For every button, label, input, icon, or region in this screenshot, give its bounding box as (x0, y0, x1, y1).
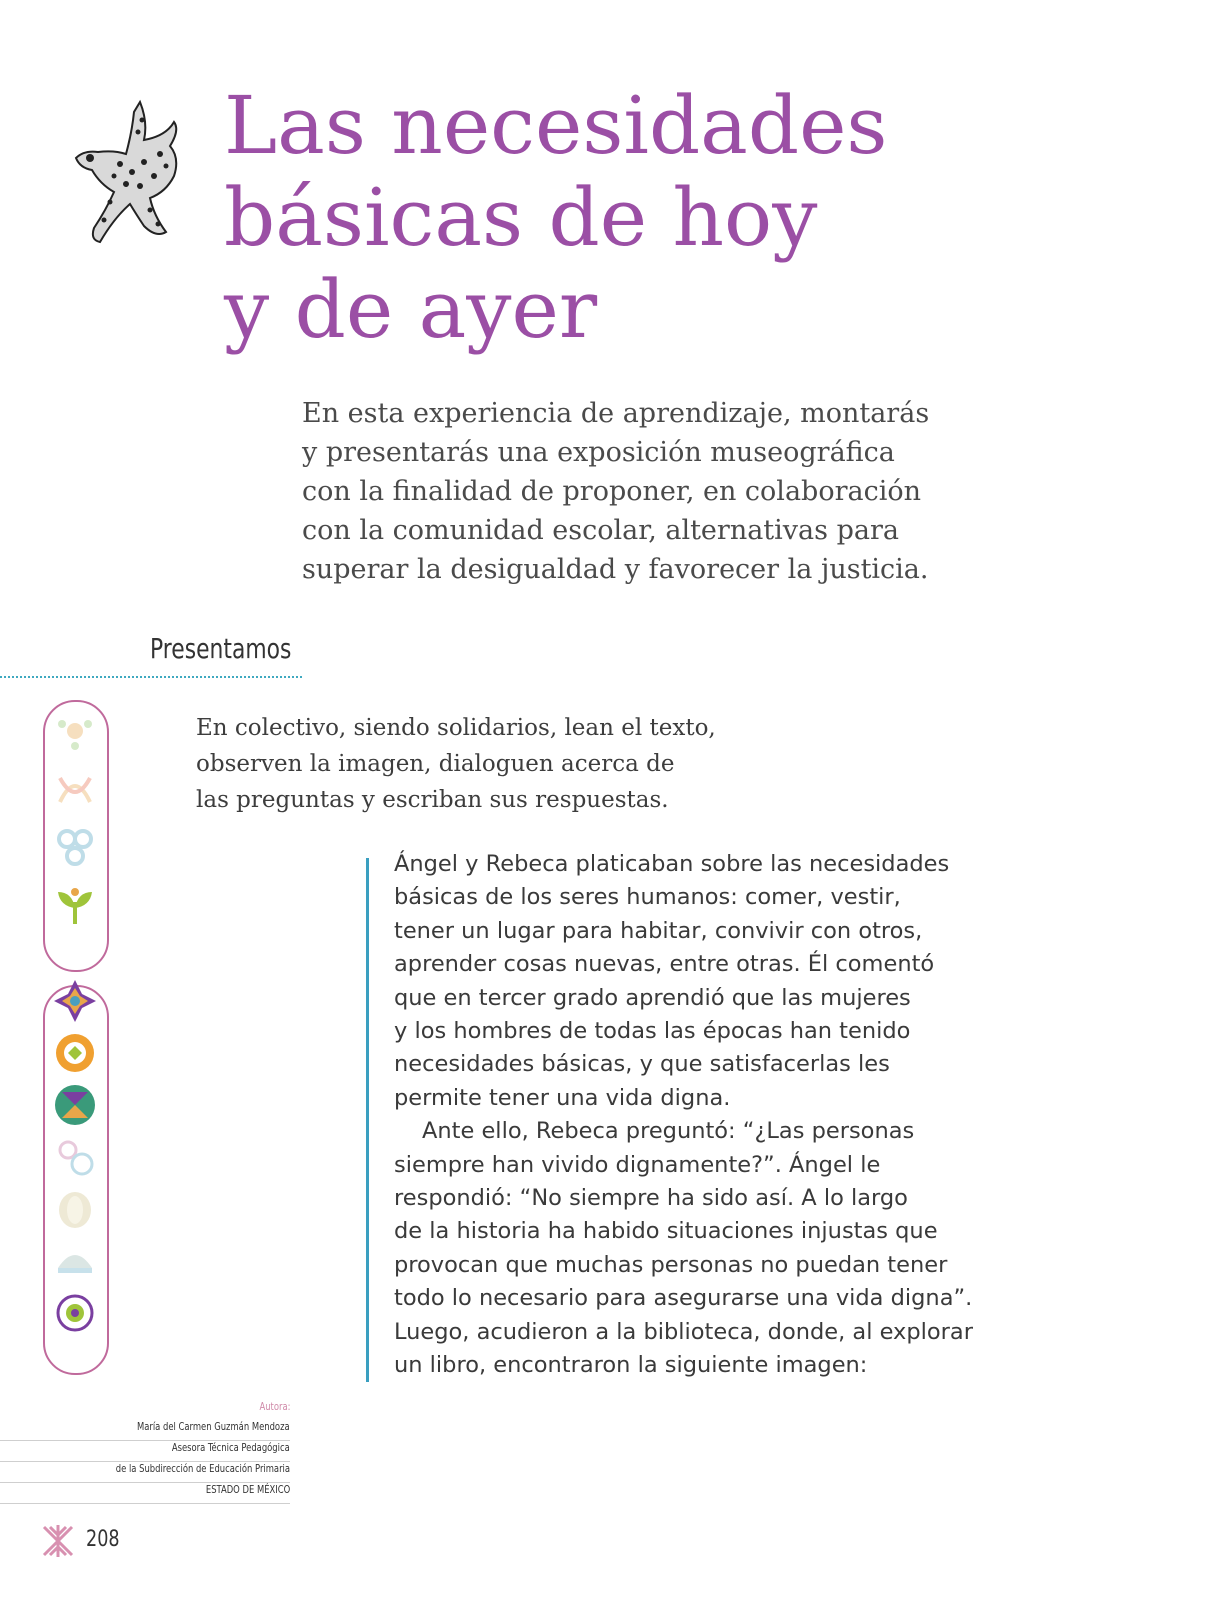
faded-shell-icon (52, 1238, 98, 1284)
credit-author-name: María del Carmen Guzmán Mendoza (0, 1420, 290, 1441)
section-divider (0, 676, 302, 678)
story-text (394, 848, 1014, 1383)
intro-line: con la comunidad escolar, alternativas para (302, 515, 899, 546)
intro-line: superar la desigualdad y favorecer la justicia. (302, 554, 929, 585)
story-line: siempre han vivido dignamente?”. Ángel le (394, 1151, 881, 1178)
faded-rings-icon (52, 1134, 98, 1180)
credit-department: de la Subdirección de Educación Primaria (0, 1462, 290, 1483)
sprout-icon (52, 882, 98, 928)
instruction-line: observen la imagen, dialoguen acerca de (196, 751, 675, 777)
instruction-line: En colectivo, siendo solidarios, lean el texto, (196, 715, 716, 741)
story-line: provocan que muchas personas no puedan tener (394, 1251, 948, 1278)
story-line: de la historia ha habido situaciones injustas que (394, 1218, 938, 1245)
compass-star-icon (52, 978, 98, 1024)
story-line: Ante ello, Rebeca preguntó: “¿Las personas (422, 1118, 915, 1145)
campos-icon-faded-2 (52, 766, 98, 812)
intro-line: con la finalidad de proponer, en colaboración (302, 476, 921, 507)
story-line: respondió: “No siempre ha sido así. A lo largo (394, 1185, 908, 1212)
campos-icon-faded-3 (52, 824, 98, 870)
story-accent-bar (366, 858, 369, 1382)
story-line: Ángel y Rebeca platicaban sobre las necesidades (394, 851, 950, 877)
credit-label: Autora: (259, 1400, 290, 1413)
section-heading: Presentamos (150, 632, 292, 665)
page-number: 208 (86, 1527, 120, 1552)
story-line: Luego, acudieron a la biblioteca, donde, al explorar (394, 1318, 973, 1345)
story-line: tener un lugar para habitar, convivir con otros, (394, 917, 923, 944)
story-line: permite tener una vida digna. (394, 1084, 731, 1111)
page-title (224, 80, 984, 356)
instruction-line: las preguntas y escriban sus respuestas. (196, 787, 669, 813)
circle-diamond-icon (52, 1030, 98, 1076)
story-line: básicas de los seres humanos: comer, vestir, (394, 884, 901, 911)
campos-icon-faded-1 (52, 708, 98, 754)
credit-state: ESTADO DE MÉXICO (0, 1483, 290, 1504)
title-line: Las necesidades (224, 79, 888, 172)
intro-line: y presentarás una exposición museográfica (302, 437, 895, 468)
jaguar-icon (70, 92, 190, 252)
credit-role: Asesora Técnica Pedagógica (0, 1441, 290, 1462)
story-line: un libro, encontraron la siguiente imagen: (394, 1352, 868, 1379)
story-line: que en tercer grado aprendió que las mujeres (394, 984, 911, 1011)
story-line: todo lo necesario para asegurarse una vida digna”. (394, 1285, 973, 1312)
hourglass-icon (52, 1082, 98, 1128)
intro-line: En esta experiencia de aprendizaje, montarás (302, 398, 930, 429)
story-line: y los hombres de todas las épocas han tenido (394, 1018, 911, 1045)
instruction-paragraph (196, 710, 816, 818)
snowflake-emblem-icon (40, 1523, 76, 1559)
story-line: aprender cosas nuevas, entre otras. Él comentó (394, 951, 935, 978)
story-line: necesidades básicas, y que satisfacerlas les (394, 1051, 890, 1078)
title-line: y de ayer (224, 263, 598, 356)
intro-paragraph (302, 394, 1002, 589)
splash-circle-icon (52, 1290, 98, 1336)
title-line: básicas de hoy (224, 171, 818, 264)
faded-lotus-icon (52, 1186, 98, 1232)
